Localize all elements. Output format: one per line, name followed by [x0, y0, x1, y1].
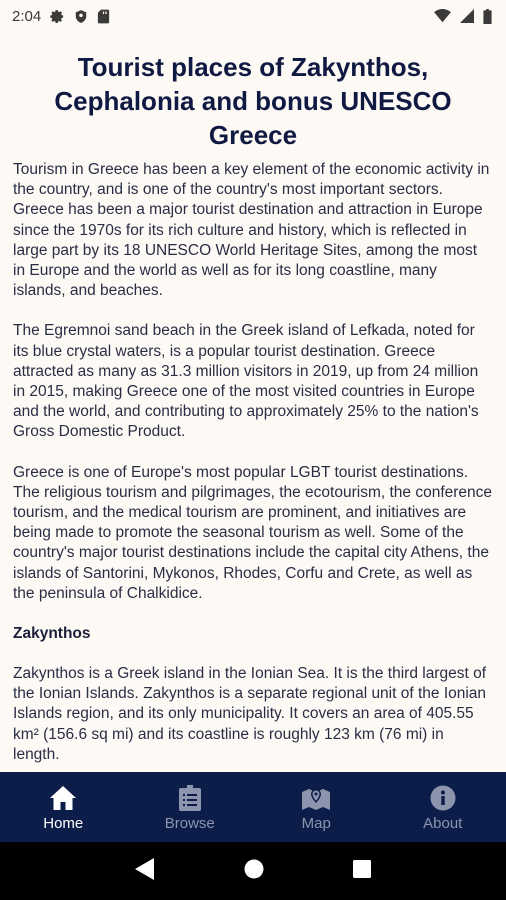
- home-icon: [49, 785, 77, 811]
- nav-item-about[interactable]: [380, 772, 506, 842]
- nav-label-home: Home: [43, 814, 84, 832]
- wifi-icon: [434, 9, 451, 23]
- intro-paragraph-1: Tourism in Greece has been a key element of the economic activity in the country, and is one of the country's most important sectors. Greece has been a major tourist destination and attraction in Europe since the 1970s for its rich culture and history, which is reflected in large part by its 18 UNESCO World Heritage Sites, among the most in Europe and the world as well as for its long coastline, many islands, and beaches.: [13, 161, 490, 300]
- nav-label-about: About: [423, 814, 463, 832]
- system-navigation-bar: [0, 842, 506, 900]
- status-bar: [0, 0, 506, 32]
- battery-icon: [483, 9, 492, 24]
- signal-icon: [460, 9, 474, 23]
- shield-icon: [74, 9, 88, 24]
- article-content[interactable]: [0, 32, 506, 772]
- nav-item-browse[interactable]: [127, 772, 254, 842]
- intro-paragraph-2: The Egremnoi sand beach in the Greek island of Lefkada, noted for its blue crystal waters, is a popular tourist destination. Greece attracted as many as 31.3 million visitors in 2019, up from 24 million in 2015, making Greece one of the most visited countries in Europe and the world, and contributing to approximately 25% to the nation's Gross Domestic Product.: [13, 322, 479, 441]
- nav-label-map: Map: [301, 814, 331, 832]
- zakynthos-paragraph: Zakynthos is a Greek island in the Ionian Sea. It is the third largest of the Ionian Islands. Zakynthos is a separate regional unit of the Ionian Islands region, and its only municipality. It covers an area of 405.55 km² (156.6 sq mi) and its coastline is roughly 123 km (76 mi) in length.: [13, 665, 487, 763]
- nav-item-map[interactable]: [253, 772, 380, 842]
- status-time: 2:04: [12, 7, 42, 25]
- sd-card-icon: [97, 9, 110, 24]
- bottom-navigation: [0, 772, 506, 842]
- nav-item-home[interactable]: [0, 772, 127, 842]
- section-heading-zakynthos: Zakynthos: [13, 625, 91, 643]
- home-button[interactable]: [244, 859, 264, 884]
- page-title: Tourist places of Zakynthos, Cephalonia and bonus UNESCO Greece: [54, 52, 452, 150]
- gear-icon: [50, 9, 65, 24]
- recents-button[interactable]: [353, 860, 371, 883]
- clipboard-icon: [179, 785, 201, 811]
- intro-paragraph-3: Greece is one of Europe's most popular LGBT tourist destinations. The religious tourism and pilgrimages, the ecotourism, the conference tourism, and the medical tourism are prominent, and initiatives are being made to promote the seasonal tourism as well. Some of the country's major tourist destinations include the capital city Athens, the islands of Santorini, Mykonos, Rhodes, Corfu and Crete, as well as the peninsula of Chalkidice.: [13, 463, 493, 602]
- map-icon: [301, 785, 331, 811]
- status-left: [12, 8, 110, 25]
- nav-label-browse: Browse: [164, 814, 215, 832]
- back-button[interactable]: [135, 858, 155, 885]
- info-icon: [430, 785, 456, 811]
- status-right: [434, 9, 492, 24]
